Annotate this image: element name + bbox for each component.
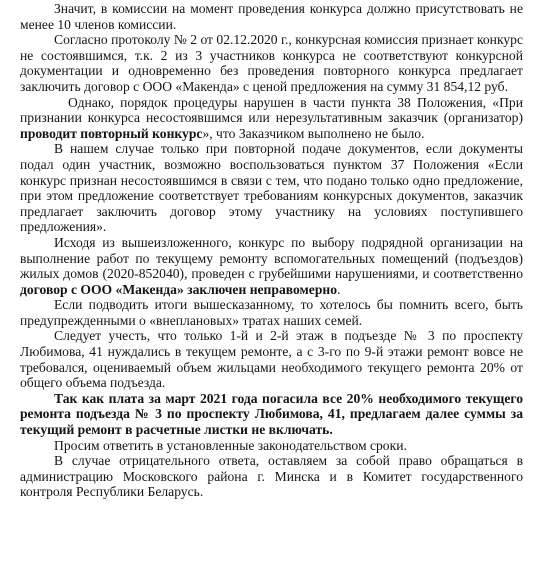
paragraph-repeat-submission [20,141,523,235]
paragraph-negative-answer [20,453,523,500]
text-segment: Согласно протоколу № 2 от 02.12.2020 г., конкурсная комиссия признает конкурс не состоявшимся, т.к. 2 из 3 участников конкурса не соответствуют конкурсной документации и одновременно без проведения повторного конкурса предлагает заключить договор с ООО «Макенда» с ценой предложения на сумму 31 854,12 руб. [20,32,523,94]
text-segment: В нашем случае только при повторной подаче документов, если документы подал один участник, возможно воспользоваться пунктом 37 Положения «Если конкурс признан несостоявшимся в связи с тем, что подано только одно предложение, при этом предложение соответствует требованиям конкурсных документов, заказчик предлагает заключить договор этому участнику на условиях поступившего предложения». [20,141,523,235]
text-segment: Просим ответить в установленные законодательством сроки. [54,437,407,453]
bold-text-segment: проводит повторный конкурс [20,125,203,141]
bold-text-segment: договор с ООО «Макенда» заключен неправомерно [20,281,338,297]
paragraph-procedure-violation [20,95,523,142]
paragraph-summary [20,297,523,328]
text-segment: Если подводить итоги вышесказанному, то хотелось бы помнить всего, быть предупрежденными о «внеплановых» тратах наших семей. [20,297,523,328]
paragraph-conclusion-contract [20,235,523,297]
text-segment: », что Заказчиком выполнено не было. [202,125,425,141]
paragraph-request-answer [20,438,523,454]
text-segment: В случае отрицательного ответа, оставляем за собой право обращаться в администрацию Московского района г. Минска и в Комитет государственного контроля Республики Беларусь. [20,453,523,500]
text-segment: Исходя из вышеизложенного, конкурс по выбору подрядной организации на выполнение работ по текущему ремонту вспомогательных помещений (подъездов) жилых домов (2020-852040), проведен с грубейшими нарушениями, и соответственно [20,234,523,282]
bold-text-segment: Так как плата за март 2021 года погасила все 20% необходимого текущего ремонта подъезда № 3 по проспекту Любимова, 41, предлагаем далее суммы за текущий ремонт в расчетные листки не включать. [20,390,523,438]
text-segment: . [337,281,341,297]
paragraph-protocol-2 [20,32,523,94]
paragraph-payment-proposal [20,391,523,438]
text-segment: Значит, в комиссии на момент проведения конкурса должно присутствовать не менее 10 членов комиссии. [20,1,523,32]
paragraph-commission-quorum [20,1,523,32]
paragraph-repair-scope [20,328,523,390]
text-segment: Однако, порядок процедуры нарушен в части пункта 38 Положения, «При признании конкурса несостоявшимся или нерезультативным заказчик (организатор) [20,94,523,126]
text-segment: Следует учесть, что только 1-й и 2-й этаж в подъезде № 3 по проспекту Любимова, 41 нуждались в текущем ремонте, а с 3-го по 9-й этажи ремонт вовсе не требовался, оцениваемый объем жильцами необходимого текущего ремонта 20% от общего объема подъезда. [20,328,523,391]
